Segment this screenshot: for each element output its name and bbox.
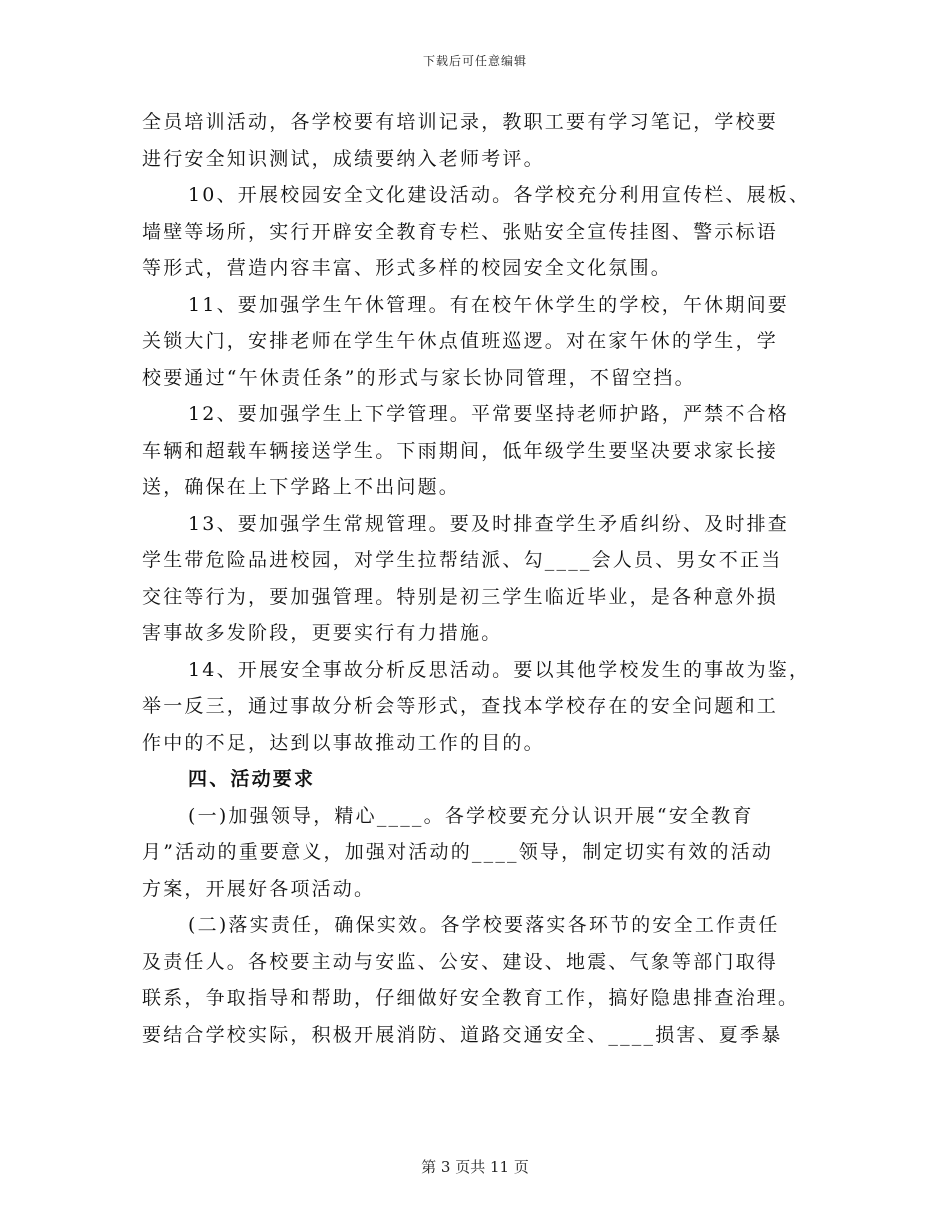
body-line: 送，确保在上下学路上不出问题。 xyxy=(142,476,461,498)
body-line: 等形式，营造内容丰富、形式多样的校园安全文化氛围。 xyxy=(142,257,673,279)
body-line: 学生带危险品进校园，对学生拉帮结派、勾____会人员、男女不正当 xyxy=(142,549,783,571)
paragraph-start-line: 13、要加强学生常规管理。要及时排查学生矛盾纠纷、及时排查 xyxy=(188,512,789,535)
paragraph-start-line: 10、开展校园安全文化建设活动。各学校充分利用宣传栏、展板、 xyxy=(188,184,811,206)
paragraph-start-line: (一)加强领导，精心____。各学校要充分认识开展“安全教育 xyxy=(188,804,754,827)
body-line: 作中的不足，达到以事故推动工作的目的。 xyxy=(142,731,545,754)
section-heading: 四、活动要求 xyxy=(188,768,316,790)
page-footer: 第 3 页共 11 页 xyxy=(421,1158,529,1176)
body-line: 害事故多发阶段，更要实行有力措施。 xyxy=(142,622,503,644)
paragraph-start-line: (二)落实责任，确保实效。各学校要落实各环节的安全工作责任 xyxy=(188,914,780,936)
body-line: 校要通过“午休责任条”的形式与家长协同管理，不留空挡。 xyxy=(142,366,696,389)
body-line: 联系，争取指导和帮助，仔细做好安全教育工作，搞好隐患排查治理。 xyxy=(142,987,800,1009)
paragraph-start-line: 14、开展安全事故分析反思活动。要以其他学校发生的事故为鉴， xyxy=(188,658,811,681)
body-line: 交往等行为，要加强管理。特别是初三学生临近毕业，是各种意外损 xyxy=(142,585,779,608)
body-line: 墙壁等场所，实行开辟安全教育专栏、张贴安全宣传挂图、警示标语 xyxy=(142,220,779,243)
body-line: 方案，开展好各项活动。 xyxy=(142,877,376,900)
body-line: 车辆和超载车辆接送学生。下雨期间，低年级学生要坚决要求家长接 xyxy=(142,439,779,462)
body-line: 关锁大门，安排老师在学生午休点值班巡逻。对在家午休的学生，学 xyxy=(142,330,779,352)
paragraph-start-line: 11、要加强学生午休管理。有在校午休学生的学校，午休期间要 xyxy=(188,293,789,316)
body-line: 进行安全知识测试，成绩要纳入老师考评。 xyxy=(142,147,545,170)
body-line: 及责任人。各校要主动与安监、公安、建设、地震、气象等部门取得 xyxy=(142,950,779,973)
document-body xyxy=(142,104,812,1053)
body-line: 举一反三，通过事故分析会等形式，查找本学校存在的安全问题和工 xyxy=(142,695,779,717)
body-line: 月”活动的重要意义，加强对活动的____领导，制定切实有效的活动 xyxy=(142,841,774,863)
body-line: 全员培训活动，各学校要有培训记录，教职工要有学习笔记，学校要 xyxy=(142,111,779,133)
body-line: 要结合学校实际，积极开展消防、道路交通安全、____损害、夏季暴 xyxy=(142,1023,783,1046)
paragraph-start-line: 12、要加强学生上下学管理。平常要坚持老师护路，严禁不合格 xyxy=(188,403,789,425)
page-header: 下载后可任意编辑 xyxy=(422,54,527,68)
